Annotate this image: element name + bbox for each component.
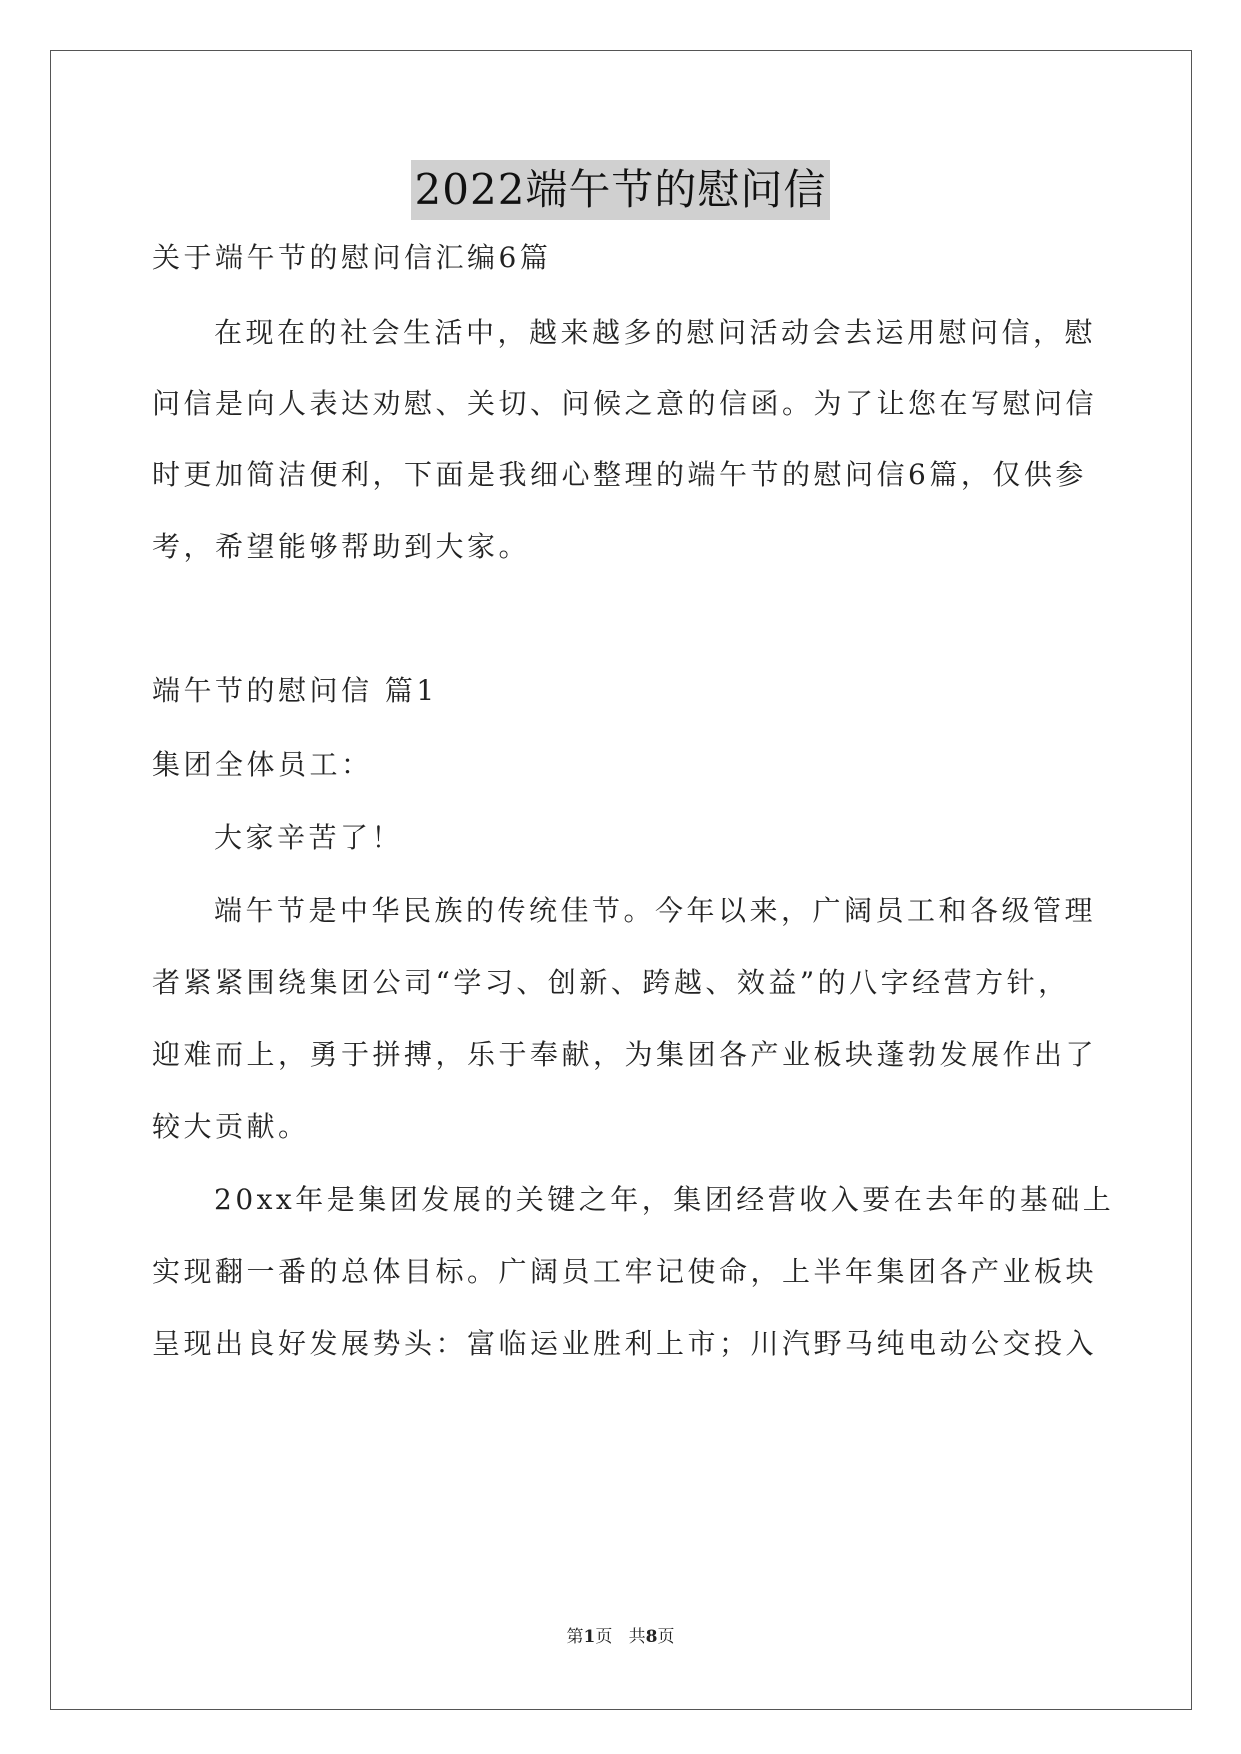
para1-line-2: 者紧紧围绕集团公司“学习、创新、跨越、效益”的八字经营方针， bbox=[152, 966, 1070, 999]
footer-page-suffix: 页 bbox=[595, 1627, 613, 1647]
para1-line-1: 端午节是中华民族的传统佳节。今年以来，广阔员工和各级管理 bbox=[214, 894, 1097, 927]
footer-total-suffix: 页 bbox=[657, 1627, 675, 1647]
footer-page-number: 1 bbox=[583, 1627, 596, 1647]
para1-line-4: 较大贡献。 bbox=[152, 1110, 310, 1143]
salutation: 集团全体员工： bbox=[152, 748, 373, 781]
intro-line-2: 问信是向人表达劝慰、关切、问候之意的信函。为了让您在写慰问信 bbox=[152, 387, 1098, 420]
footer-total-prefix: 共 bbox=[628, 1627, 646, 1647]
para2-line-1: 20xx年是集团发展的关键之年，集团经营收入要在去年的基础上 bbox=[214, 1183, 1115, 1216]
intro-line-4: 考，希望能够帮助到大家。 bbox=[152, 530, 531, 563]
greeting: 大家辛苦了！ bbox=[214, 821, 404, 854]
footer-total-pages: 8 bbox=[645, 1627, 658, 1647]
title-container bbox=[0, 160, 1241, 220]
page-footer bbox=[0, 1625, 1241, 1649]
section-heading: 端午节的慰问信 篇1 bbox=[152, 674, 438, 707]
para2-line-3: 呈现出良好发展势头：富临运业胜利上市；川汽野马纯电动公交投入 bbox=[152, 1327, 1098, 1360]
footer-prefix: 第 bbox=[566, 1627, 584, 1647]
para2-line-2: 实现翻一番的总体目标。广阔员工牢记使命，上半年集团各产业板块 bbox=[152, 1255, 1098, 1288]
document-title: 2022端午节的慰问信 bbox=[411, 160, 831, 220]
intro-line-1: 在现在的社会生活中，越来越多的慰问活动会去运用慰问信，慰 bbox=[214, 316, 1097, 349]
para1-line-3: 迎难而上，勇于拼搏，乐于奉献，为集团各产业板块蓬勃发展作出了 bbox=[152, 1038, 1098, 1071]
document-subtitle: 关于端午节的慰问信汇编6篇 bbox=[152, 241, 552, 274]
intro-line-3: 时更加简洁便利，下面是我细心整理的端午节的慰问信6篇，仅供参 bbox=[152, 458, 1087, 491]
page-border bbox=[50, 50, 1192, 1710]
